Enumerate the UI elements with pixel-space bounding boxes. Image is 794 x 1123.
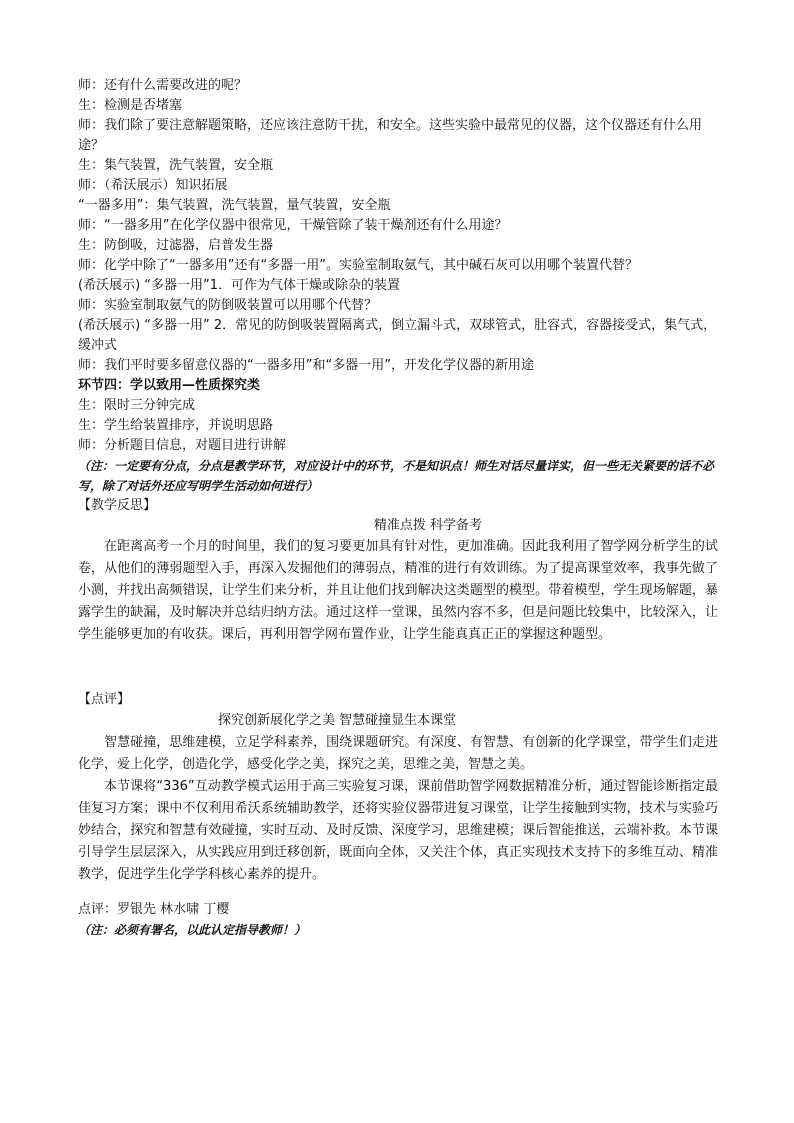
review-signature: 点评：罗银先 林水啸 丁樱 xyxy=(78,902,230,917)
dialogue-line: (希沃展示) “多器一用”1．可作为气体干燥或除杂的装置 xyxy=(78,278,401,293)
dialogue-line: 师：分析题目信息，对题目进行讲解 xyxy=(78,438,287,453)
dialogue-line: 师：我们平时要多留意仪器的“一器多用”和“多器一用”，开发化学仪器的新用途 xyxy=(78,358,534,373)
dialogue-line: 师：化学中除了“一器多用”还有“多器一用”。实验室制取氨气，其中碱石灰可以用哪个装置代替？ xyxy=(78,258,638,273)
dialogue-line: 生：检测是否堵塞 xyxy=(78,98,183,113)
reflection-body: 在距离高考一个月的时间里，我们的复习要更加具有针对性，更加准确。因此我利用了智学网分析学生的试卷，从他们的薄弱题型入手，再深入发掘他们的薄弱点，精准的进行有效训练。为了提高课堂效率，我事先做了小测，并找出高频错误，让学生们来分析，并且让他们找到解决这类题型的模型。带着模型，学生现场解题，暴露学生的缺漏，及时解决并总结归纳方法。通过这样一堂课，虽然内容不多，但是问题比较集中，比较深入，让学生能够更加的有收获。课后，再利用智学网布置作业，让学生能真真正正的掌握这种题型。 xyxy=(78,539,718,642)
dialogue-line: 生：集气装置，洗气装置，安全瓶 xyxy=(78,158,274,173)
document-page xyxy=(78,76,718,940)
signature-note: （注：必须有署名，以此认定指导教师！） xyxy=(78,923,307,937)
dialogue-line: 生：防倒吸，过滤器，启普发生器 xyxy=(78,238,274,253)
dialogue-line: “一器多用”：集气装置，洗气装置，量气装置，安全瓶 xyxy=(78,198,391,213)
section-heading: 环节四：学以致用—性质探究类 xyxy=(78,378,261,393)
reflection-title: 精准点拨 科学备考 xyxy=(373,518,483,533)
dialogue-line: 师：还有什么需要改进的呢？ xyxy=(78,78,248,93)
dialogue-line: 师：“一器多用”在化学仪器中很常见，干燥管除了装干燥剂还有什么用途？ xyxy=(78,218,508,233)
review-title: 探究创新展化学之美 智慧碰撞显生本课堂 xyxy=(218,713,457,728)
dialogue-line: 生：学生给装置排序，并说明思路 xyxy=(78,418,274,433)
dialogue-line: 生：限时三分钟完成 xyxy=(78,398,196,413)
instruction-note: （注：一定要有分点，分点是教学环节，对应设计中的环节，不是知识点！师生对话尽量详实，但一些无关紧要的话不必写，除了对话外还应写明学生活动如何进行） xyxy=(78,459,715,493)
dialogue-line: 师：我们除了要注意解题策略，还应该注意防干扰，和安全。这些实验中最常见的仪器，这个仪器还有什么用途？ xyxy=(78,118,703,153)
dialogue-line: (希沃展示) “多器一用” 2．常见的防倒吸装置隔离式，倒立漏斗式，双球管式，肚容式，容器接受式，集气式，缓冲式 xyxy=(78,318,717,353)
dialogue-line: 师：（希沃展示）知识拓展 xyxy=(78,178,228,193)
review-heading: 【点评】 xyxy=(78,692,131,707)
dialogue-line: 师：实验室制取氨气的防倒吸装置可以用哪个代替？ xyxy=(78,298,378,313)
review-paragraph: 本节课将“336”互动教学模式运用于高三实验复习课，课前借助智学网数据精准分析，通过智能诊断指定最佳复习方案；课中不仅利用希沃系统辅助教学，还将实验仪器带进复习课堂，让学生接触到实物，技术与实验巧妙结合，探究和智慧有效碰撞，实时互动、及时反馈、深度学习，思维建模；课后智能推送，云端补救。本节课引导学生层层深入，从实践应用到迁移创新，既面向全体，又关注个体，真正实现技术支持下的多维互动、精准教学，促进学生化学学科核心素养的提升。 xyxy=(78,779,718,882)
review-paragraph: 智慧碰撞，思维建模，立足学科素养，围绕课题研究。有深度、有智慧、有创新的化学课堂，带学生们走进化学，爱上化学，创造化学，感受化学之美，探究之美，思维之美，智慧之美。 xyxy=(78,735,718,772)
reflection-heading: 【教学反思】 xyxy=(78,498,157,513)
